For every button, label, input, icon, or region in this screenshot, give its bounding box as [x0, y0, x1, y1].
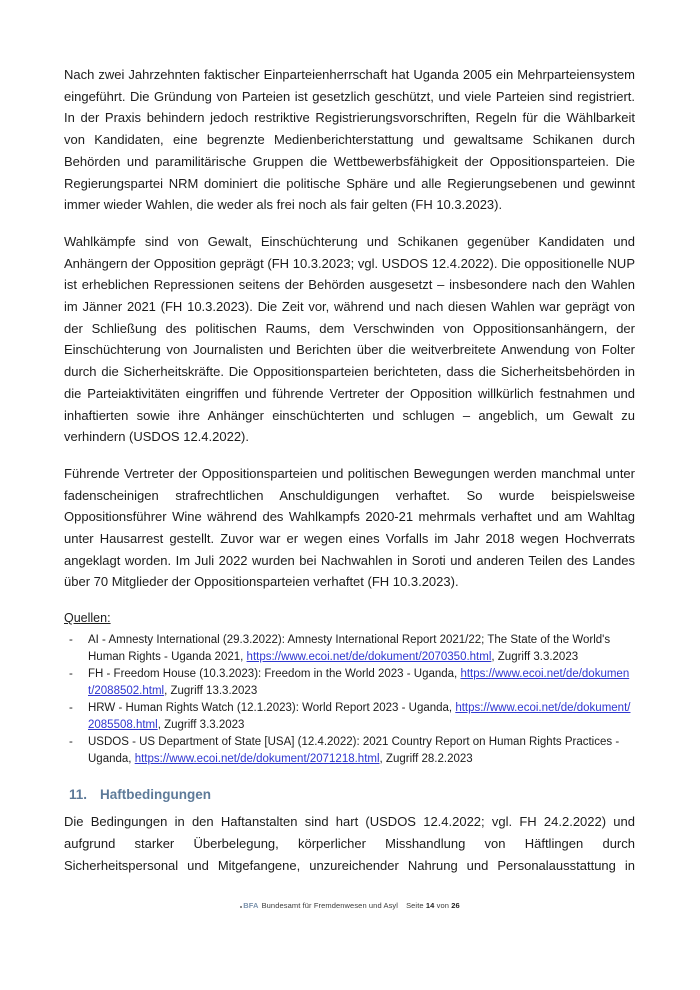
source-item — [64, 632, 635, 666]
footer-page-total: 26 — [451, 901, 460, 910]
footer-of-label: von — [436, 901, 449, 910]
section-title: Haftbedingungen — [100, 787, 212, 803]
body-paragraph-continued: Die Bedingungen in den Haftanstalten sind hart (USDOS 12.4.2022; vgl. FH 24.2.2022) und aufgrund starker Überbelegung, körperlicher Misshandlung von Häftlingen durch Sicherheitspersonal und Mitgefangene, unzureichender Nahrung und Personalausstattung in — [64, 814, 635, 873]
source-link[interactable]: https://www.ecoi.net/de/dokument/2070350.html — [246, 651, 492, 664]
source-access-date: , Zugriff 3.3.2023 — [157, 719, 245, 732]
source-access-date: , Zugriff 28.2.2023 — [379, 753, 473, 766]
source-text: FH - Freedom House (10.3.2023): Freedom in the World 2023 - Uganda, — [88, 668, 461, 681]
source-link[interactable]: https://www.ecoi.net/de/dokument/2088502.html — [88, 668, 630, 698]
bfa-logo-icon — [240, 906, 242, 908]
source-item — [64, 734, 635, 768]
body-paragraph: Wahlkämpfe sind von Gewalt, Einschüchterung und Schikanen gegenüber Kandidaten und Anhängern der Opposition geprägt (FH 10.3.2023; vgl. USDOS 12.4.2022). Die oppositionelle NUP ist erheblichen Repressionen seitens der Behörden ausgesetzt – insbesondere nach den Wahlen im Jänner 2021 (FH 10.3.2023). Die Zeit vor, während und nach diesen Wahlen war geprägt von der Schließung des politischen Raums, dem Verschwinden von Oppositionsanhängern, der Einschüchterung von Journalisten und Berichten über die weitverbreitete Anwendung von Folter durch die Sicherheitskräfte. Die Oppositionsparteien berichteten, dass die Sicherheitsbehörden in die Parteiaktivitäten eingriffen und führende Vertreter der Opposition willkürlich festnahmen und inhaftierten sowie ihre Anhänger einschüchterten und schlugen – angeblich, um Gewalt zu verhindern (USDOS 12.4.2022). — [64, 233, 635, 445]
source-text: USDOS - US Department of State [USA] (12.4.2022): 2021 Country Report on Human Rights Practices - Uganda, — [88, 736, 620, 766]
sources-heading: Quellen: — [64, 611, 111, 626]
dash-bullet: - — [69, 668, 73, 681]
body-paragraph: Führende Vertreter der Oppositionsparteien und politischen Bewegungen werden manchmal unter fadenscheinigen strafrechtlichen Anschuldigungen verhaftet. So wurde beispielsweise Oppositionsführer Wine während des Wahlkampfs 2020-21 mehrmals verhaftet und am Wahltag unter Hausarrest gestellt. Zuvor war er wegen eines Vorfalls im Jahr 2018 wegen Hochverrats angeklagt worden. Im Juli 2022 wurden bei Nachwahlen in Soroti und anderen Teilen des Landes über 70 Mitglieder der Oppositionsparteien verhaftet (FH 10.3.2023). — [64, 465, 635, 590]
source-text: AI - Amnesty International (29.3.2022): Amnesty International Report 2021/22; The State of the World's Human Rights - Uganda 2021, — [88, 634, 611, 664]
source-item — [64, 700, 635, 734]
source-access-date: , Zugriff 13.3.2023 — [164, 685, 258, 698]
source-access-date: , Zugriff 3.3.2023 — [491, 651, 579, 664]
page-content — [64, 64, 635, 876]
dash-bullet: - — [69, 736, 73, 749]
body-paragraph: Nach zwei Jahrzehnten faktischer Einparteienherrschaft hat Uganda 2005 ein Mehrparteiensystem eingeführt. Die Gründung von Parteien ist gesetzlich geschützt, und viele Parteien sind registriert. In der Praxis behindern jedoch restriktive Registrierungsvorschriften, Regeln für die Wählbarkeit von Kandidaten, eine begrenzte Medienberichterstattung und gewaltsame Schikanen durch Behörden und paramilitärische Gruppen die Wettbewerbsfähigkeit der Oppositionsparteien. Die Regierungspartei NRM dominiert die politische Sphäre und alle Regierungsebenen und gewinnt immer wieder Wahlen, die weder als frei noch als fair gelten (FH 10.3.2023). — [64, 67, 635, 213]
page-footer — [0, 901, 700, 910]
bfa-logo-text: BFA — [243, 901, 259, 910]
footer-page-current: 14 — [425, 901, 435, 910]
section-number: 11. — [69, 787, 88, 803]
sources-list — [64, 632, 635, 768]
source-item — [64, 666, 635, 700]
footer-page-label: Seite — [406, 901, 424, 910]
source-link[interactable]: https://www.ecoi.net/de/dokument/2071218.html — [134, 753, 380, 766]
dash-bullet: - — [69, 634, 73, 647]
source-link[interactable]: https://www.ecoi.net/de/dokument/2085508.html — [88, 702, 631, 732]
dash-bullet: - — [69, 702, 73, 715]
footer-org-name: Bundesamt für Fremdenwesen und Asyl — [261, 901, 399, 910]
source-text: HRW - Human Rights Watch (12.1.2023): World Report 2023 - Uganda, — [88, 702, 456, 715]
section-heading — [64, 787, 635, 802]
